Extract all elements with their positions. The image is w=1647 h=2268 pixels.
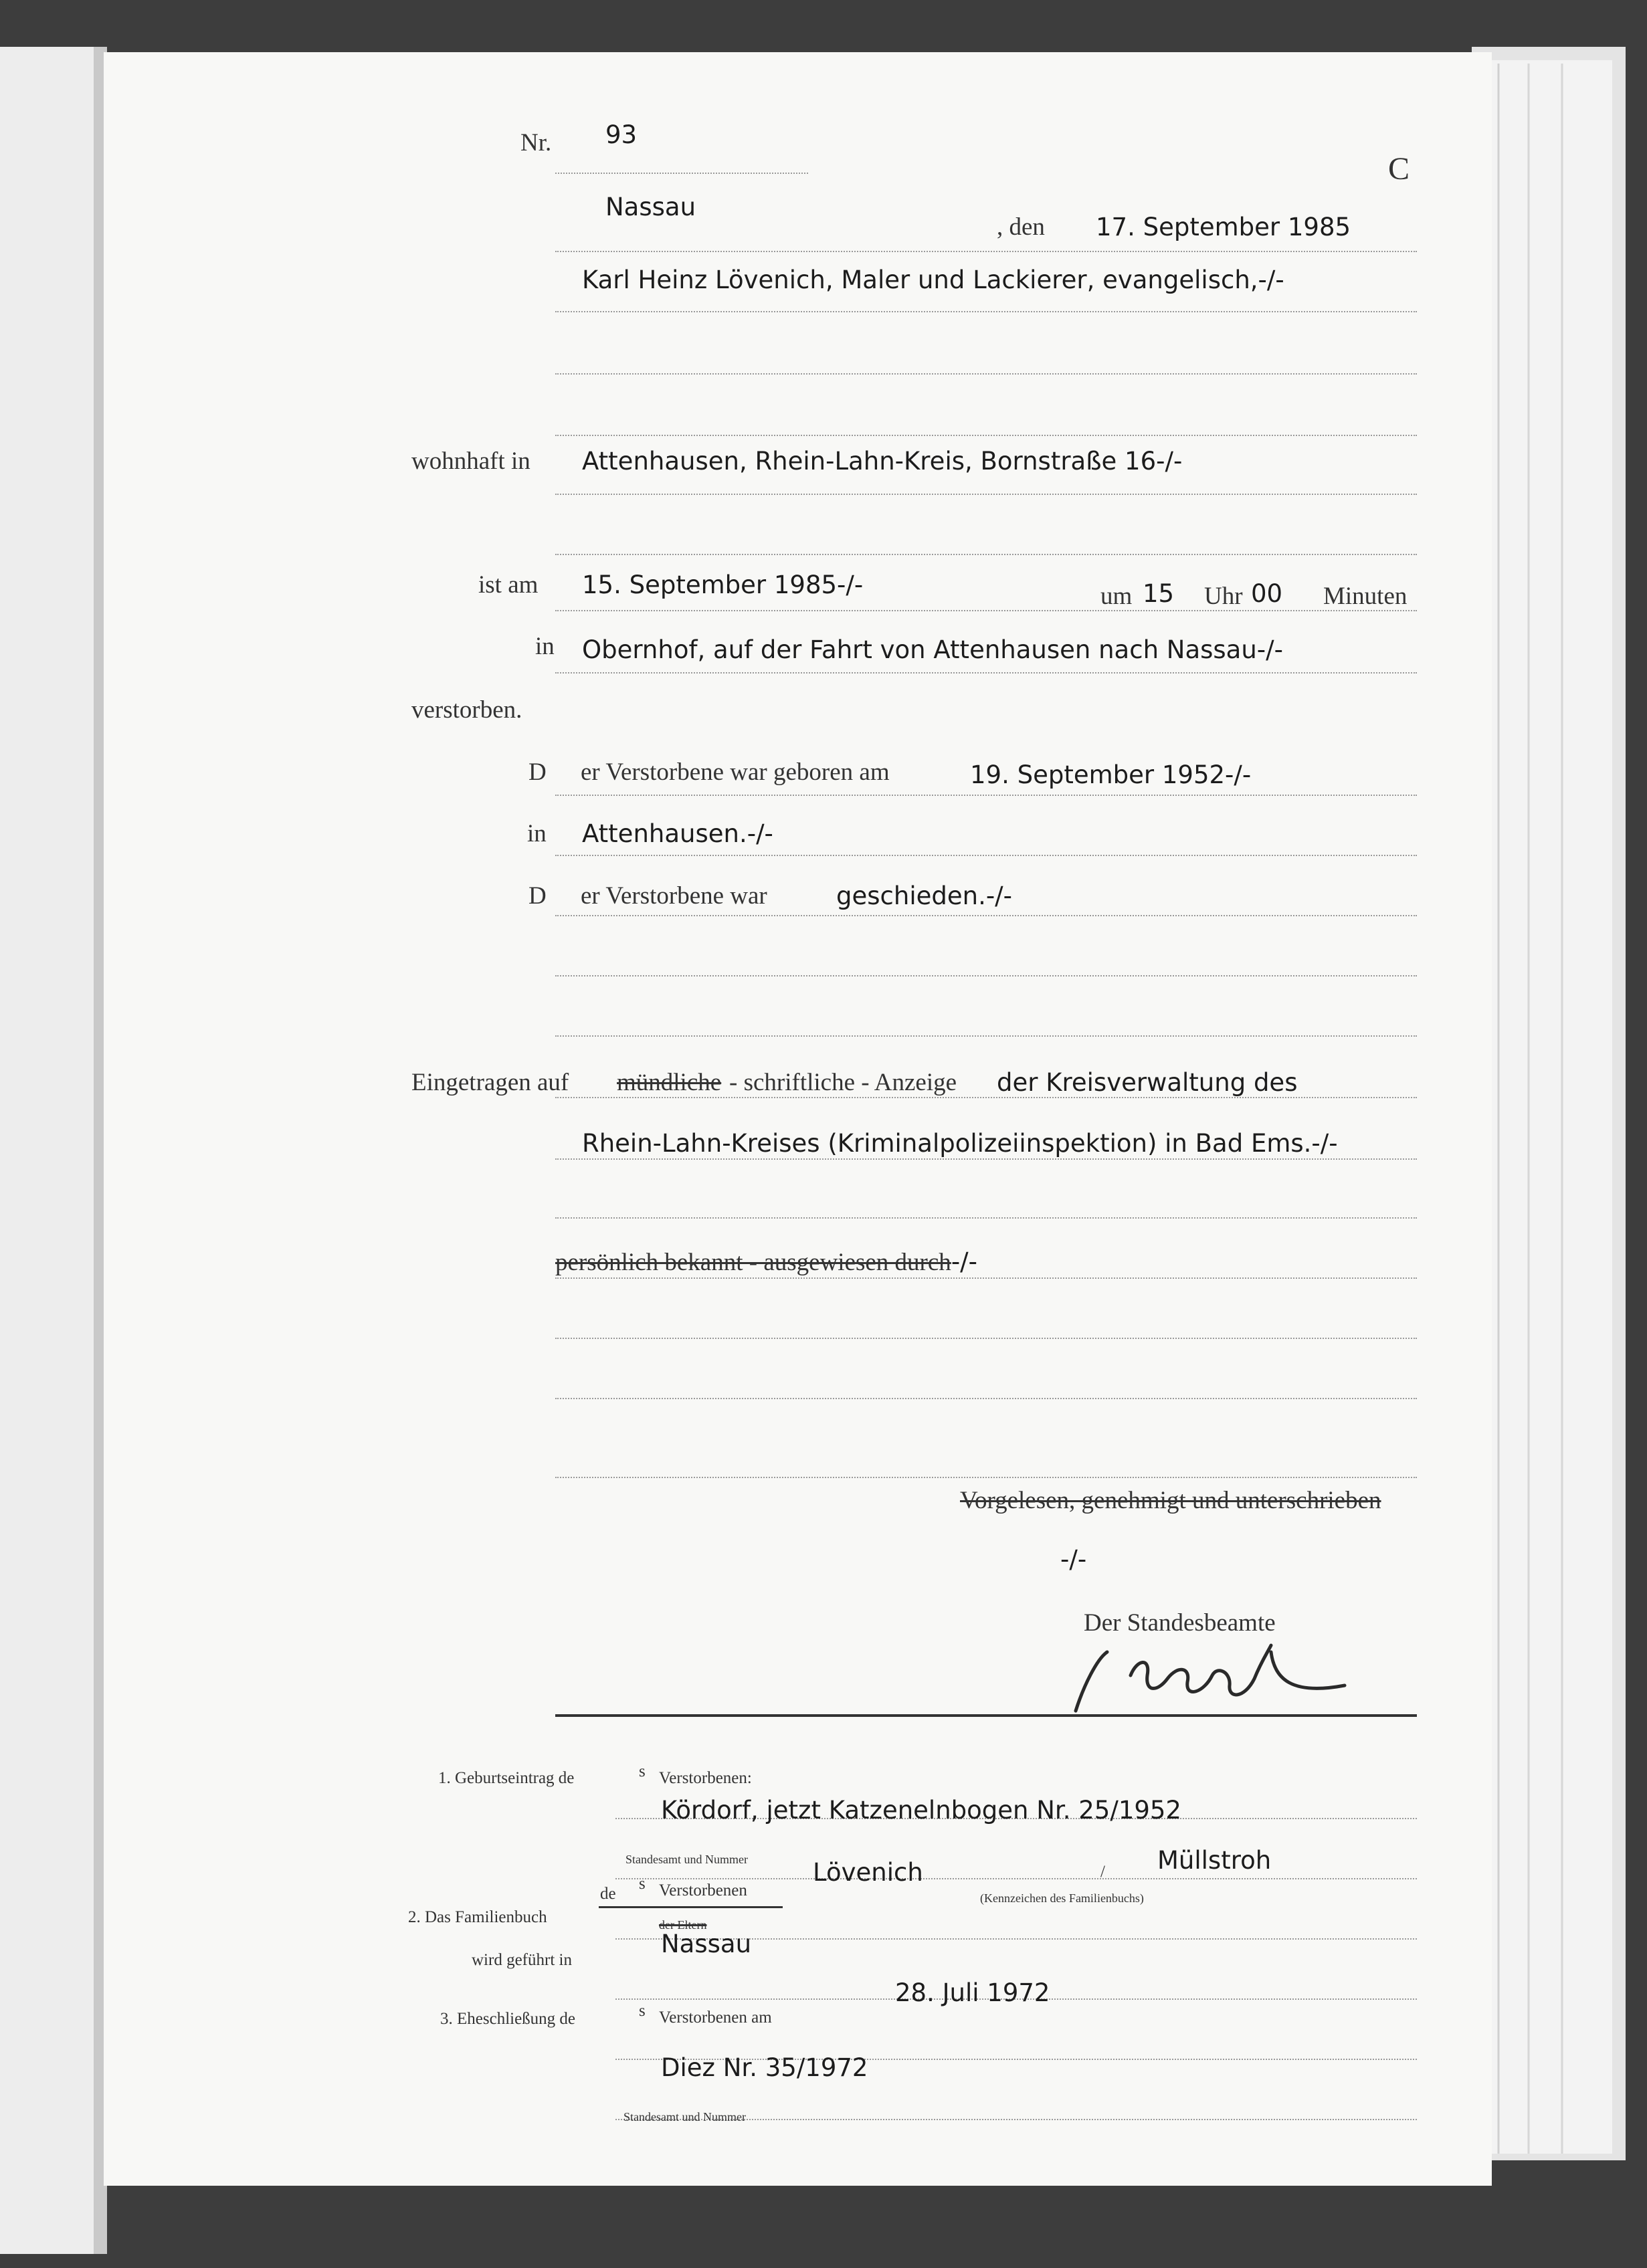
rule xyxy=(555,1217,1417,1219)
official-signature xyxy=(1070,1642,1351,1716)
rule xyxy=(555,1097,1417,1098)
death-date-label: ist am xyxy=(478,571,539,599)
registration-line2: Rhein-Lahn-Kreises (Kriminalpolizeiinspektion) in Bad Ems.-/- xyxy=(582,1129,1338,1158)
note3-s: s xyxy=(639,2002,646,2020)
registration-line1: der Kreisverwaltung des xyxy=(997,1068,1298,1097)
rule xyxy=(555,1035,1417,1037)
corner-letter: C xyxy=(1388,151,1410,187)
note2-wird: wird geführt in xyxy=(472,1951,572,1969)
rule xyxy=(555,494,1417,495)
rule xyxy=(555,795,1417,796)
death-uhr-label: Uhr xyxy=(1204,583,1243,610)
note2-verst: Verstorbenen xyxy=(659,1881,747,1899)
residence-value: Attenhausen, Rhein-Lahn-Kreis, Bornstraße 16-/- xyxy=(582,447,1183,476)
note2-eltern: der Eltern xyxy=(659,1918,707,1932)
note3-value: Diez Nr. 35/1972 xyxy=(661,2053,868,2082)
note2-slash: / xyxy=(1100,1863,1105,1881)
status-d-letter: D xyxy=(528,882,547,910)
registration-label-struck: mündliche xyxy=(617,1069,722,1096)
birth-label: er Verstorbene war geboren am xyxy=(581,758,890,786)
death-um-label: um xyxy=(1100,583,1133,610)
note2-de: de xyxy=(600,1885,616,1903)
death-hour-value: 15 xyxy=(1143,579,1175,608)
rule xyxy=(615,1878,1417,1879)
rule xyxy=(555,173,808,174)
rule xyxy=(555,975,1417,976)
place-date-connector: , den xyxy=(997,213,1045,241)
note3-label: 3. Eheschließung de xyxy=(440,2010,576,2028)
closing-dash: -/- xyxy=(1060,1545,1087,1574)
nr-label: Nr. xyxy=(520,129,552,157)
birth-in-label: in xyxy=(527,820,547,847)
note3-caption: Standesamt und Nummer xyxy=(623,2110,746,2124)
note2-name2: Müllstroh xyxy=(1157,1846,1272,1875)
rule xyxy=(555,672,1417,674)
note2-caption: (Kennzeichen des Familienbuchs) xyxy=(980,1891,1144,1905)
note1-caption: Standesamt und Nummer xyxy=(625,1853,748,1866)
death-place-value: Obernhof, auf der Fahrt von Attenhausen nach Nassau-/- xyxy=(582,635,1283,664)
identity-suffix: -/- xyxy=(951,1247,977,1276)
note2-strike-rule xyxy=(599,1906,783,1908)
note1-label: 1. Geburtseintrag de xyxy=(438,1769,575,1787)
registration-label-prefix: Eingetragen auf xyxy=(411,1069,569,1096)
rule xyxy=(555,1158,1417,1160)
died-label: verstorben. xyxy=(411,696,522,724)
residence-label: wohnhaft in xyxy=(411,447,530,475)
birth-d-letter: D xyxy=(528,758,547,786)
note2-name1: Lövenich xyxy=(813,1858,923,1887)
nr-value: 93 xyxy=(605,120,638,149)
rule xyxy=(555,251,1417,252)
identity-line xyxy=(555,1247,977,1277)
note3-label2: Verstorbenen am xyxy=(659,2008,772,2027)
note1-label2: Verstorbenen: xyxy=(659,1769,752,1787)
rule xyxy=(555,1277,1417,1279)
rule xyxy=(555,1398,1417,1399)
closing-struck: Vorgelesen, genehmigt und unterschrieben xyxy=(960,1487,1381,1514)
identity-struck: persönlich bekannt - ausgewiesen durch xyxy=(555,1249,951,1276)
rule xyxy=(555,855,1417,856)
date-value: 17. September 1985 xyxy=(1096,213,1351,241)
rule xyxy=(555,311,1417,312)
note1-value: Kördorf, jetzt Katzenelnbogen Nr. 25/1952 xyxy=(661,1796,1181,1825)
closing-official: Der Standesbeamte xyxy=(1084,1609,1276,1637)
person-value: Karl Heinz Lövenich, Maler und Lackierer, evangelisch,-/- xyxy=(582,266,1284,294)
death-minutes-label: Minuten xyxy=(1323,583,1408,610)
rule xyxy=(555,435,1417,436)
place-value: Nassau xyxy=(605,193,696,221)
birth-date-value: 19. September 1952-/- xyxy=(970,760,1252,789)
rule xyxy=(555,554,1417,555)
status-value: geschieden.-/- xyxy=(836,882,1012,910)
note1-s: s xyxy=(639,1762,646,1780)
death-in-label: in xyxy=(535,633,555,660)
status-label: er Verstorbene war xyxy=(581,882,767,910)
note2-s: s xyxy=(639,1875,646,1893)
death-date-value: 15. September 1985-/- xyxy=(582,571,864,599)
death-minutes-value: 00 xyxy=(1251,579,1283,608)
note2-place: Nassau xyxy=(661,1930,752,1958)
rule xyxy=(555,915,1417,916)
rule xyxy=(555,373,1417,375)
birth-place-value: Attenhausen.-/- xyxy=(582,819,773,848)
rule xyxy=(555,1477,1417,1478)
registration-label-rest: - schriftliche - Anzeige xyxy=(729,1069,957,1096)
rule xyxy=(555,1338,1417,1339)
note3-date: 28. Juli 1972 xyxy=(895,1978,1050,2007)
note2-label: 2. Das Familienbuch xyxy=(408,1908,547,1926)
rule xyxy=(555,610,1417,611)
